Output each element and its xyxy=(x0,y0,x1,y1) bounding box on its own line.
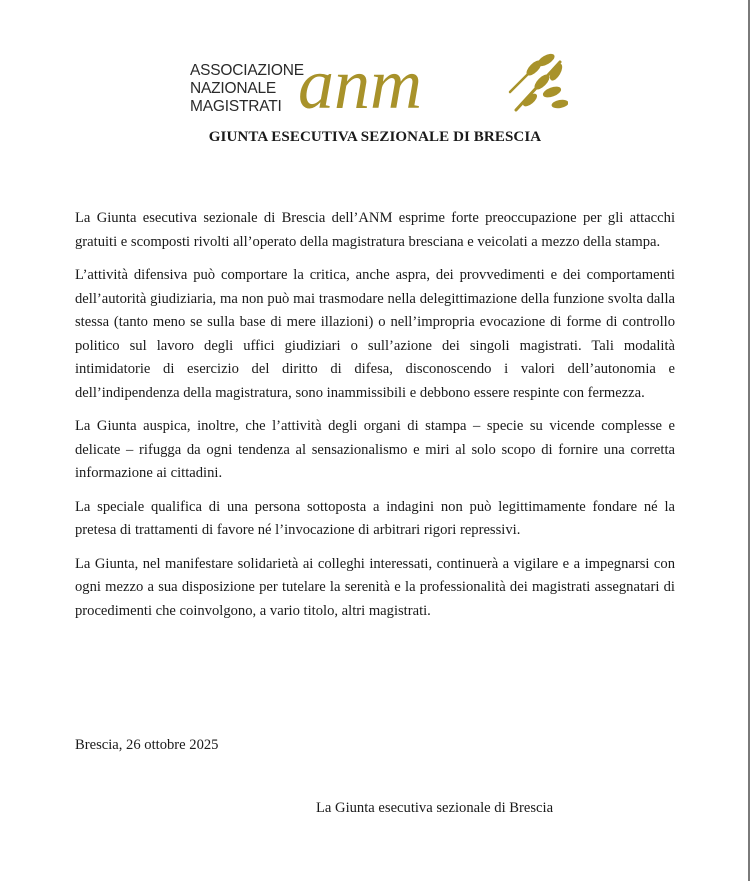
paragraph-1: La Giunta esecutiva sezionale di Brescia dell’ANM esprime forte preoccupazione per gli attacchi gratuiti e scomposti rivolti all’operato della magistratura bresciana e veicolati a mezzo della stampa. xyxy=(75,210,675,250)
paragraph-5: La Giunta, nel manifestare solidarietà ai colleghi interessati, continuerà a vigilare e a impegnarsi con ogni mezzo a sua disposizione per tutelare la serenità e la professionalità dei magistrati assegnatari di procedimenti che coinvolgono, a vario titolo, altri magistrati. xyxy=(75,555,675,619)
paragraph-4: La speciale qualifica di una persona sottoposta a indagini non può legittimamente fondare né la pretesa di trattamenti di favore né l’invocazione di arbitrari rigori repressivi. xyxy=(75,498,675,538)
logo-line-2: NAZIONALE xyxy=(190,80,277,97)
logo-line-1: ASSOCIAZIONE xyxy=(190,62,304,79)
anm-logo xyxy=(190,52,570,120)
document-date: Brescia, 26 ottobre 2025 xyxy=(75,737,219,753)
document-heading: GIUNTA ESECUTIVA SEZIONALE DI BRESCIA xyxy=(208,129,542,145)
paragraph-3: La Giunta auspica, inoltre, che l’attività degli organi di stampa – specie su vicende complesse e delicate – rifugga da ogni tendenza al sensazionalismo e miri al solo scopo di fornire una corretta informazione ai cittadini. xyxy=(75,418,675,481)
paragraph-2: L’attività difensiva può comportare la critica, anche aspra, dei provvedimenti e dei comportamenti dell’autorità giudiziaria, ma non può mai trasmodare nella delegittimazione della funzione svolta dalla stessa (tanto meno se sulla base di mere illazioni) o nell’impropria evocazione di forme di controllo politico sul lavoro degli uffici giudiziari o sull’azione dei singoli magistrati. Tali modalità intimidatorie di esercizio del diritto di difesa, disconoscendo i valori dell’autonomia e dell’indipendenza della magistratura, sono inammissibili e debbono essere respinte con fermezza. xyxy=(75,267,675,401)
logo-text xyxy=(190,62,304,116)
document-body xyxy=(75,207,675,633)
logo-line-3: MAGISTRATI xyxy=(190,98,282,115)
signature: La Giunta esecutiva sezionale di Brescia xyxy=(316,800,554,816)
anm-wordmark xyxy=(298,52,568,118)
wheat-scales-icon xyxy=(510,52,568,110)
anm-wordmark-text: anm xyxy=(298,52,422,118)
